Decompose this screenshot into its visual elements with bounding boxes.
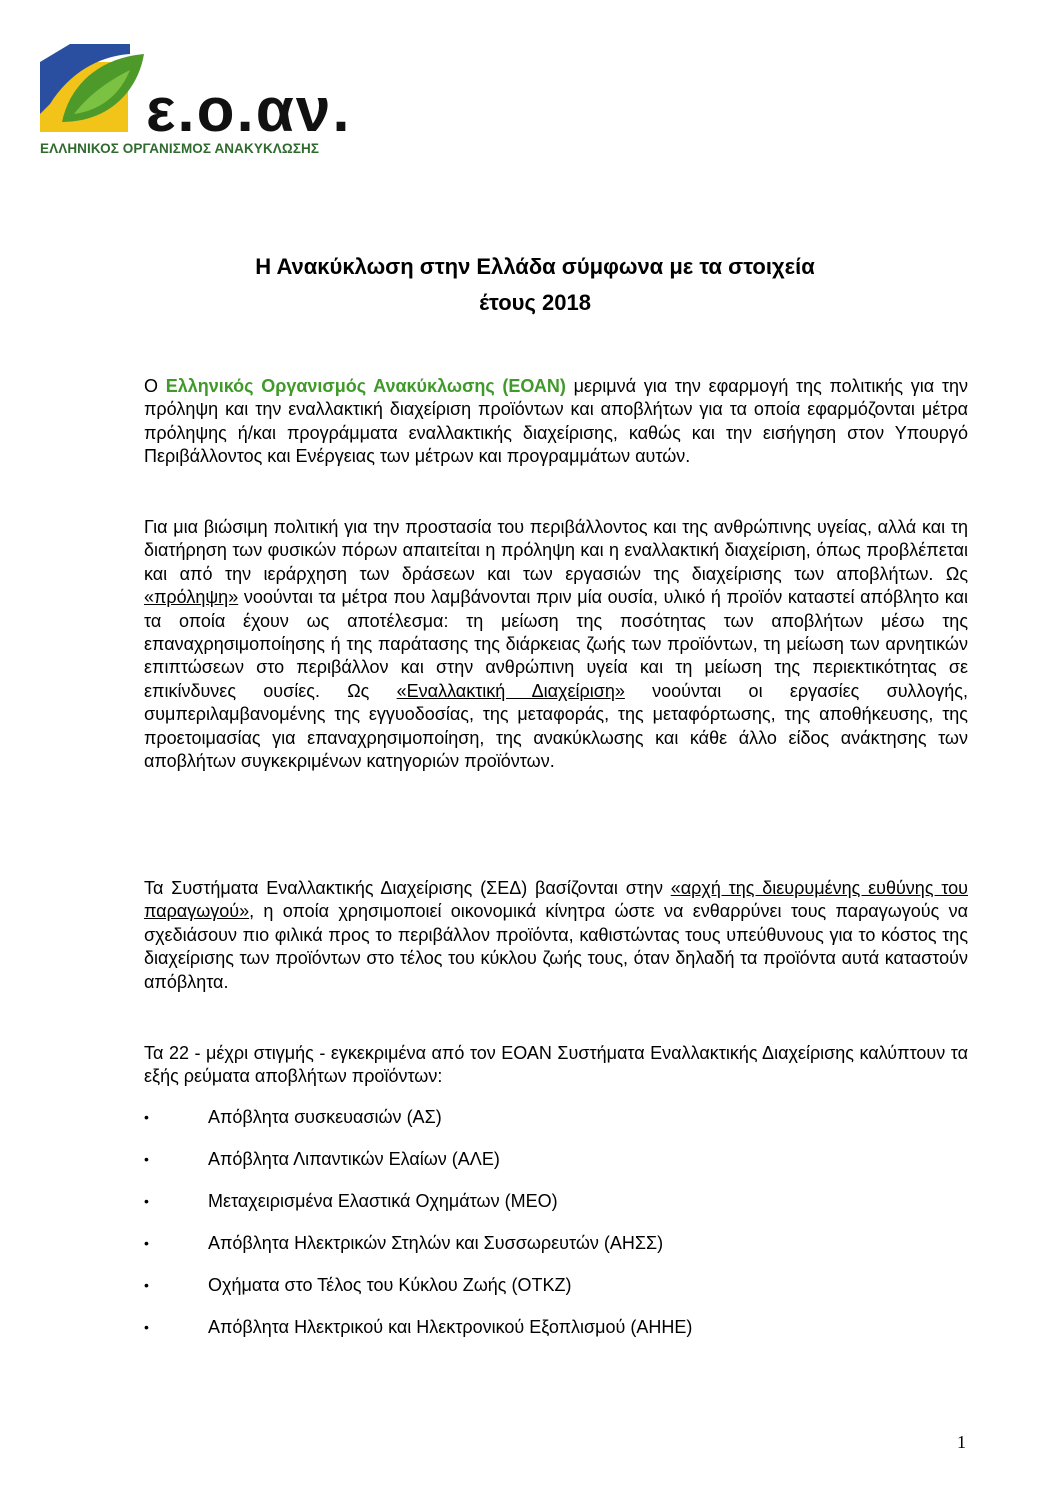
term-alternative-management: «Εναλλακτική Διαχείριση» [396, 680, 625, 701]
paragraph-intro: Ο Ελληνικός Οργανισμός Ανακύκλωσης (ΕΟΑΝ) μεριμνά για την εφαρμογή της πολιτικής για την πρόληψη και την εναλλακτική διαχείριση προϊόντων και αποβλήτων για τα οποία εφαρμόζονται μέτρα πρόληψης ή/και προγράμματα εναλλακτικής διαχείρισης, καθώς και την εισήγηση στον Υπουργό Περιβάλλοντος και Ενέργειας των μέτρων και προγραμμάτων αυτών. [144, 376, 968, 467]
logo-emblem-icon [40, 44, 150, 139]
organization-name: Ελληνικός Οργανισμός Ανακύκλωσης (ΕΟΑΝ) [165, 376, 566, 396]
term-prevention: «πρόληψη» [144, 587, 239, 608]
paragraph-ser-systems: Τα Συστήματα Εναλλακτικής Διαχείρισης (ΣΕΔ) βασίζονται στην «αρχή της διευρυμένης ευθύνης του παραγωγού», η οποία χρησιμοποιεί οικονομικά κίνητρα ώστε να ενθαρρύνει τους παραγωγούς να σχεδιάσουν πιο φιλικά προς το περιβάλλον προϊόντα, καθιστώντας τους υπεύθυνους για το κόστος της διαχείρισης των προϊόντων στο τέλος του κύκλου ζωής τους, όταν δηλαδή τα προϊόντα αυτά καταστούν απόβλητα. [144, 878, 968, 992]
document-title-line-1: Η Ανακύκλωση στην Ελλάδα σύμφωνα με τα στοιχεία [255, 254, 815, 279]
logo-wordmark: ε.ο.αν. [146, 76, 352, 145]
page-number: 1 [957, 1432, 966, 1452]
eoan-logo [40, 44, 370, 164]
paragraph-approved-systems: Τα 22 - μέχρι στιγμής - εγκεκριμένα από τον ΕΟΑΝ Συστήματα Εναλλακτικής Διαχείρισης καλύπτουν τα εξής ρεύματα αποβλήτων προϊόντων: [144, 1043, 968, 1087]
logo-subtitle: ΕΛΛΗΝΙΚΟΣ ΟΡΓΑΝΙΣΜΟΣ ΑΝΑΚΥΚΛΩΣΗΣ [40, 141, 320, 156]
term-producer-responsibility: «αρχή της διευρυμένης ευθύνης του παραγωγού» [144, 878, 968, 922]
document-title-line-2: έτους 2018 [479, 290, 591, 315]
paragraph-definitions: Για μια βιώσιμη πολιτική για την προστασία του περιβάλλοντος και της ανθρώπινης υγείας, αλλά και τη διατήρηση των φυσικών πόρων απαιτείται η πρόληψη και η εναλλακτική διαχείριση, όπως προβλέπεται και από την ιεράρχηση των δράσεων και των εργασιών της διαχείρισης των αποβλήτων. Ως «πρόληψη» νοούνται τα μέτρα που λαμβάνονται πριν μία ουσία, υλικό ή προϊόν καταστεί απόβλητο και τα οποία έχουν ως αποτέλεσμα: τη μείωση της ποσότητας των αποβλήτων μέσω της επαναχρησιμοποίησης ή της παράτασης της διάρκειας ζωής των προϊόντων, τη μείωση των αρνητικών επιπτώσεων στο περιβάλλον και στην ανθρώπινη υγεία και τη μείωση της περιεκτικότητας σε επικίνδυνες ουσίες. Ως «Εναλλακτική Διαχείριση» νοούνται οι εργασίες συλλογής, συμπεριλαμβανομένης της εγγυοδοσίας, της μεταφοράς, της μεταφόρτωσης, της αποθήκευσης, της προετοιμασίας για επαναχρησιμοποίηση, της ανακύκλωσης και κάθε άλλο είδος ανάκτησης των αποβλήτων συγκεκριμένων κατηγοριών προϊόντων. [144, 517, 968, 772]
